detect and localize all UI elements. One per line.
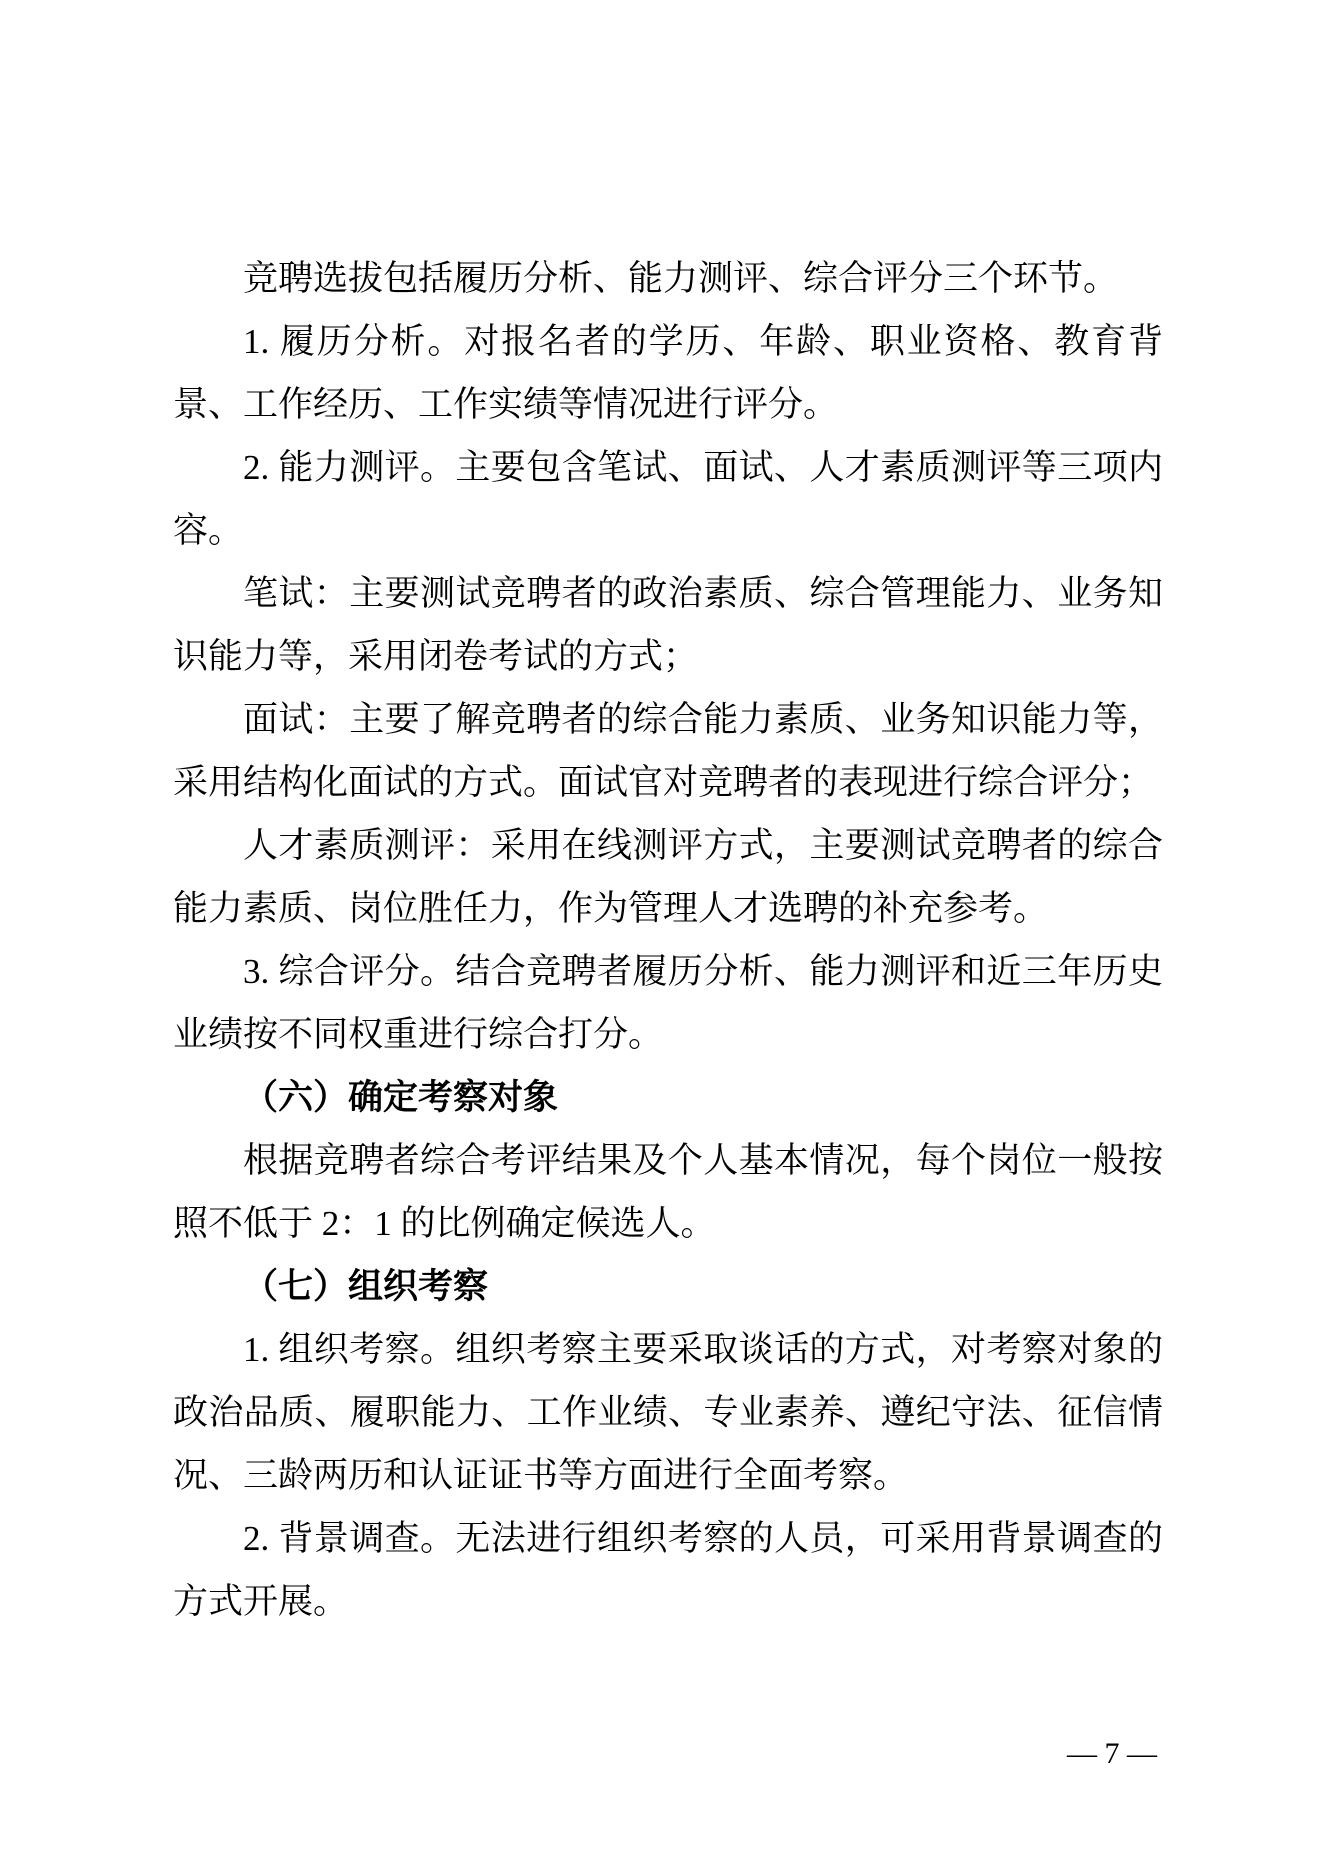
- text-line: 照不低于 2：1 的比例确定候选人。: [173, 1204, 716, 1243]
- text-line: 况、三龄两历和认证证书等方面进行全面考察。: [173, 1456, 909, 1495]
- text-line: 容。: [173, 511, 244, 550]
- paragraph: [173, 940, 1163, 1066]
- document-body: [173, 247, 1163, 1633]
- text-line: 能力素质、岗位胜任力，作为管理人才选聘的补充参考。: [173, 889, 1049, 928]
- section-heading: [173, 1255, 1163, 1318]
- text-line: 2. 背景调查。无法进行组织考察的人员，可采用背景调查的: [243, 1519, 1163, 1558]
- text-line: 1. 履历分析。对报名者的学历、年龄、职业资格、教育背: [243, 322, 1163, 361]
- heading-line: （七）组织考察: [243, 1267, 489, 1306]
- text-line: 政治品质、履职能力、工作业绩、专业素养、遵纪守法、征信情: [173, 1393, 1163, 1432]
- text-line: 面试：主要了解竞聘者的综合能力素质、业务知识能力等，: [243, 700, 1163, 739]
- paragraph: [173, 436, 1163, 562]
- paragraph: [173, 562, 1163, 688]
- paragraph: [173, 1129, 1163, 1255]
- text-line: 竞聘选拔包括履历分析、能力测评、综合评分三个环节。: [243, 259, 1119, 298]
- text-line: 1. 组织考察。组织考察主要采取谈话的方式，对考察对象的: [243, 1330, 1163, 1369]
- text-line: 2. 能力测评。主要包含笔试、面试、人才素质测评等三项内: [243, 448, 1163, 487]
- text-line: 3. 综合评分。结合竞聘者履历分析、能力测评和近三年历史: [243, 952, 1163, 991]
- paragraph: [173, 310, 1163, 436]
- section-heading: [173, 1066, 1163, 1129]
- page-number: — 7 —: [1067, 1737, 1157, 1770]
- text-line: 采用结构化面试的方式。面试官对竞聘者的表现进行综合评分；: [173, 763, 1154, 802]
- text-line: 方式开展。: [173, 1582, 349, 1621]
- text-line: 业绩按不同权重进行综合打分。: [173, 1015, 664, 1054]
- text-line: 人才素质测评：采用在线测评方式，主要测试竞聘者的综合: [243, 826, 1163, 865]
- paragraph: [173, 814, 1163, 940]
- text-line: 笔试：主要测试竞聘者的政治素质、综合管理能力、业务知: [243, 574, 1163, 613]
- paragraph: [173, 688, 1163, 814]
- paragraph: [173, 247, 1163, 310]
- text-line: 景、工作经历、工作实绩等情况进行评分。: [173, 385, 839, 424]
- paragraph: [173, 1507, 1163, 1633]
- text-line: 根据竞聘者综合考评结果及个人基本情况，每个岗位一般按: [243, 1141, 1163, 1180]
- text-line: 识能力等，采用闭卷考试的方式；: [173, 637, 699, 676]
- paragraph: [173, 1318, 1163, 1507]
- heading-line: （六）确定考察对象: [243, 1078, 559, 1117]
